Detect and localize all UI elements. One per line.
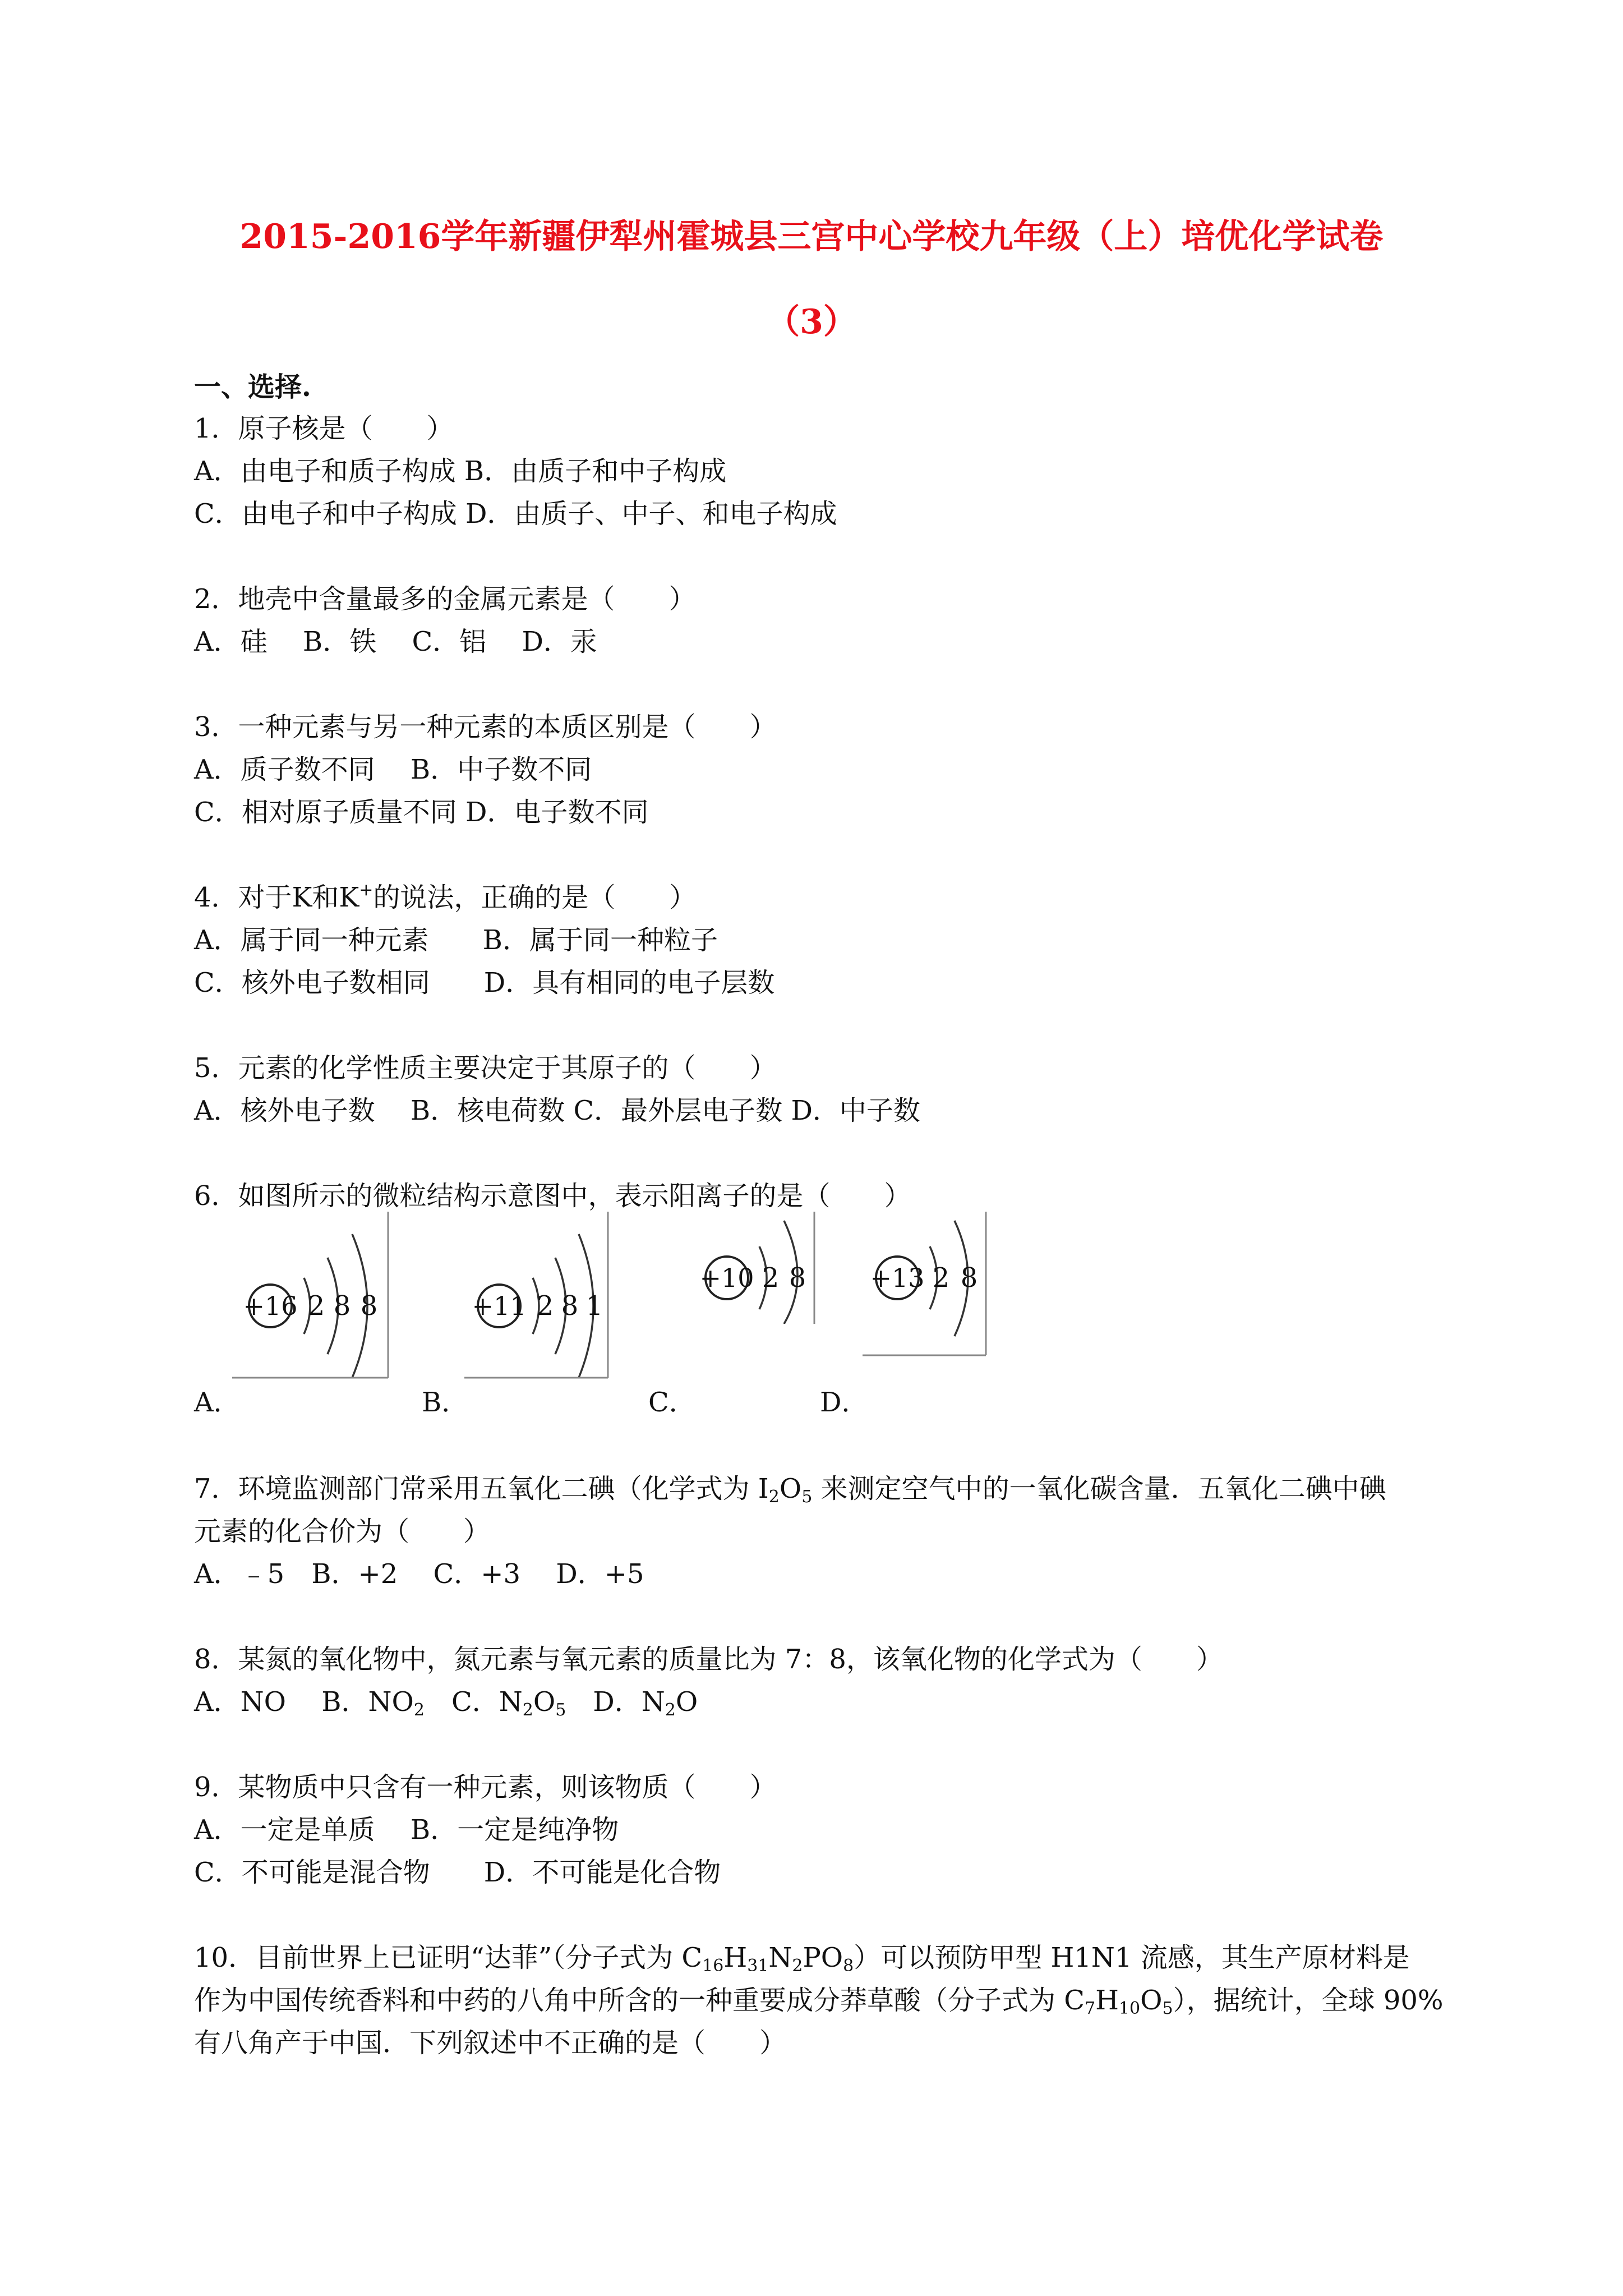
shell-electrons: 8 <box>960 1262 978 1294</box>
question-5-options: A．核外电子数 B．核电荷数 C．最外层电子数 D．中子数 <box>194 1095 920 1126</box>
question-10-stem-line2: 作为中国传统香料和中药的八角中所含的一种重要成分莽草酸（分子式为 $C_7H_{10}O_5$），据统计，全球 90% <box>194 1985 1444 2018</box>
question-2-stem: 2．地壳中含量最多的金属元素是（ ） <box>194 583 696 615</box>
shell-electrons: 8 <box>561 1290 579 1322</box>
shell-electrons: 2 <box>307 1290 325 1322</box>
shell-electrons: 1 <box>585 1290 603 1322</box>
exam-title: 2015-2016学年新疆伊犁州霍城县三宫中心学校九年级（上）培优化学试卷 <box>239 217 1384 256</box>
nucleus-charge: +16 <box>243 1291 298 1321</box>
question-6-stem: 6．如图所示的微粒结构示意图中，表示阳离子的是（ ） <box>194 1180 911 1212</box>
question-7-options: A．﹣5 B．+2 C．+3 D．+5 <box>194 1558 644 1590</box>
question-9-options-ab: A．一定是单质 B．一定是纯净物 <box>194 1814 619 1846</box>
question-3-stem: 3．一种元素与另一种元素的本质区别是（ ） <box>194 711 777 743</box>
shell-electrons: 8 <box>789 1262 806 1294</box>
structure-diagram-c <box>692 1212 817 1324</box>
question-9-stem: 9．某物质中只含有一种元素，则该物质（ ） <box>194 1772 777 1803</box>
question-3-options-ab: A．质子数不同 B．中子数不同 <box>194 754 592 785</box>
question-10-stem-line1: 10．目前世界上已证明“达菲”（分子式为 $C_{16}H_{31}N_2PO_8$）可以预防甲型 H1N1 流感，其生产原材料是 <box>194 1942 1410 1976</box>
question-8-stem: 8．某氮的氧化物中，氮元素与氧元素的质量比为 7：8，该氧化物的化学式为（ ） <box>194 1644 1223 1675</box>
option-a-label: A． <box>194 1387 241 1418</box>
question-1-options-ab: A．由电子和质子构成 B．由质子和中子构成 <box>194 455 727 487</box>
section-heading: 一、选择. <box>194 371 311 403</box>
question-2-options: A．硅 B．铁 C．铝 D．汞 <box>194 626 597 657</box>
shell-electrons: 8 <box>360 1290 378 1322</box>
option-b-label: B． <box>422 1387 469 1418</box>
shell-electrons: 2 <box>536 1290 554 1322</box>
question-3-options-cd: C．相对原子质量不同 D．电子数不同 <box>194 797 649 828</box>
question-1-stem: 1．原子核是（ ） <box>194 413 454 444</box>
question-7-stem-continued: 元素的化合价为（ ） <box>194 1516 491 1547</box>
shell-electrons: 8 <box>333 1290 351 1322</box>
nucleus-charge: +10 <box>699 1263 754 1293</box>
question-7-stem: 7．环境监测部门常采用五氧化二碘（化学式为 $I_2O_5$ 来测定空气中的一氧化碳含量．五氧化二碘中碘 <box>194 1473 1386 1507</box>
question-5-stem: 5．元素的化学性质主要决定于其原子的（ ） <box>194 1052 777 1084</box>
nucleus-charge: +13 <box>870 1263 925 1293</box>
nucleus-charge: +11 <box>472 1291 527 1321</box>
question-4-options-cd: C．核外电子数相同 D．具有相同的电子层数 <box>194 967 775 999</box>
question-10-stem-line3: 有八角产于中国．下列叙述中不正确的是（ ） <box>194 2027 787 2059</box>
shell-electrons: 2 <box>762 1262 780 1294</box>
question-1-options-cd: C．由电子和中子构成 D．由质子、中子、和电子构成 <box>194 498 837 530</box>
question-9-options-cd: C．不可能是混合物 D．不可能是化合物 <box>194 1857 721 1888</box>
structure-diagram-b <box>464 1212 610 1380</box>
structure-diagram-d <box>863 1212 988 1358</box>
exam-title-number: （3） <box>766 302 857 342</box>
question-4-stem: 4．对于K和K+的说法，正确的是（ ） <box>194 880 697 913</box>
shell-electrons: 2 <box>932 1262 950 1294</box>
question-8-options: A．NO B．$NO_2$ C．$N_2O_5$ D．$N_2O$ <box>194 1686 698 1720</box>
option-c-label: C． <box>648 1387 696 1418</box>
option-d-label: D． <box>820 1387 869 1418</box>
structure-diagram-a <box>232 1212 390 1380</box>
question-4-options-ab: A．属于同一种元素 B．属于同一种粒子 <box>194 924 718 956</box>
